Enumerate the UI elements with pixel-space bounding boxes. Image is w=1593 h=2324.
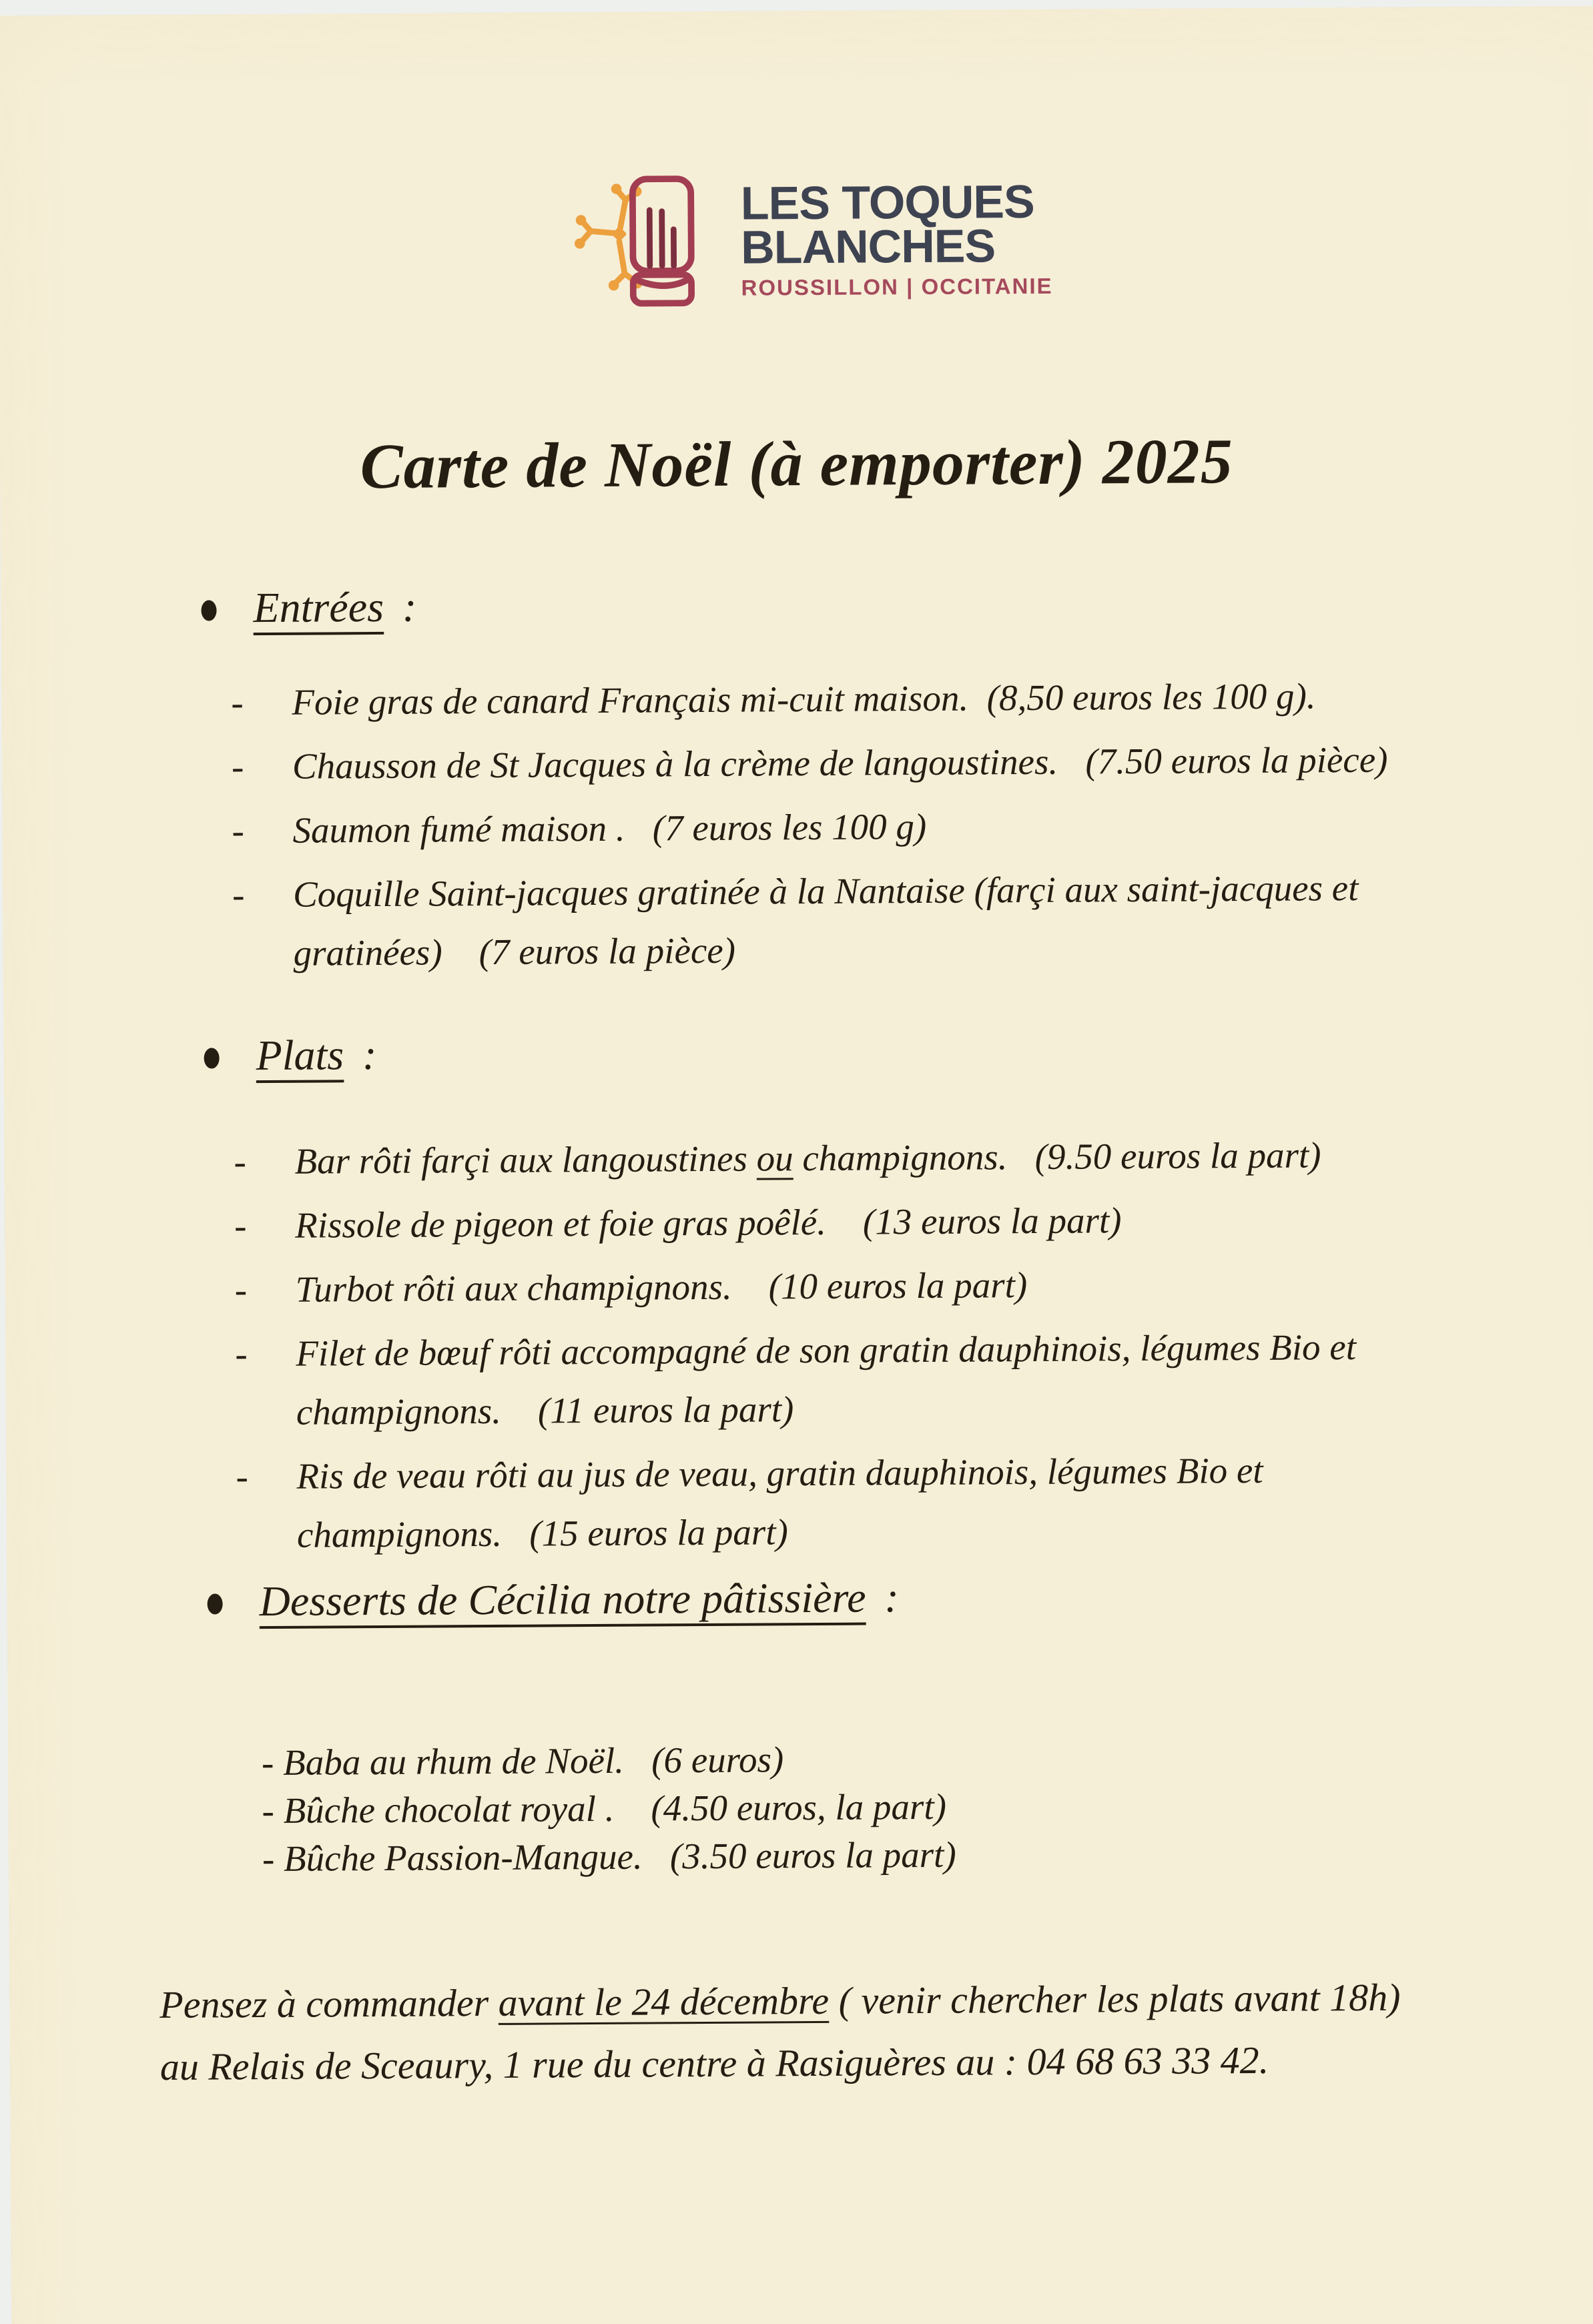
section-items [262,1731,1593,1883]
section-title: Desserts de Cécilia notre pâtissière [259,1573,866,1625]
bullet-icon [208,1593,223,1614]
text-segment: Filet de bœuf rôti accompagné de son gratin dauphinois, légumes Bio et champignons. (11 euros la part) [296,1326,1365,1433]
text-segment: - Baba au rhum de Noël. (6 euros) [261,1739,784,1784]
footer-note [160,1966,1411,2098]
menu-item [206,1317,1431,1442]
section-title: Entrées [253,583,384,632]
section-desserts [207,1565,1593,1884]
section-title: Plats [256,1031,344,1080]
menu-item [262,1828,1397,1883]
logo [0,165,1592,317]
text-segment: champignons. (9.50 euros la part) [793,1134,1321,1179]
bullet-icon [204,1048,220,1068]
menu-item [206,1440,1431,1565]
section-title-colon: : [362,1031,377,1079]
menu-item [205,1253,1430,1319]
section-items [204,1124,1593,1565]
bullet-icon [201,600,216,621]
text-segment: Pensez à commander [160,1980,499,2027]
text-segment: - Bûche Passion-Mangue. (3.50 euros la part) [262,1834,956,1880]
menu-title: Carte de Noël (à emporter) 2025 [360,425,1234,502]
section-title-colon: : [402,583,417,631]
section-items [202,665,1593,984]
menu-item [202,730,1427,796]
menu-item [203,858,1428,983]
section-heading [201,571,1593,637]
text-segment: Turbot rôti aux champignons. (10 euros la part) [295,1264,1028,1310]
logo-wordmark [740,175,1053,301]
menu-item [262,1780,1396,1835]
menu-sections [1,571,1593,1885]
text-segment: Coquille Saint-jacques gratinée à la Nantaise (farçi aux saint-jacques et gratinées) (7 euros la pièce) [292,867,1368,974]
text-segment: Bar rôti farçi aux langoustines [294,1138,757,1182]
text-segment: Rissole de pigeon et foie gras poêlé. (13 euros la part) [294,1200,1122,1246]
menu-item [262,1732,1396,1787]
menu-item [202,666,1427,732]
section-title-colon: : [884,1573,900,1621]
text-segment: - Bûche chocolat royal . (4.50 euros, la part) [262,1786,947,1832]
text-segment: Foie gras de canard Français mi-cuit maison. (8,50 euros les 100 g). [292,675,1316,723]
menu-paper [0,6,1593,2324]
logo-subtitle: ROUSSILLON | OCCITANIE [741,273,1053,300]
text-segment: Ris de veau rôti au jus de veau, gratin dauphinois, légumes Bio et champignons. (15 euros la part) [296,1449,1273,1555]
menu-item [204,1125,1429,1191]
logo-title-line1: LES TOQUES [740,175,1034,230]
menu-item [205,1189,1430,1255]
toque-occitan-cross-logo-icon [571,170,724,313]
section-entrees [201,571,1593,984]
menu-content [0,6,1593,2099]
text-segment: ( venir chercher les plats avant 18h) au Relais de Sceaury, 1 rue du centre à Rasiguères au : 04 68 63 33 42. [160,1975,1411,2089]
text-segment: Saumon fumé maison . (7 euros les 100 g) [292,805,927,851]
underlined-text-segment: ou [756,1138,793,1179]
underlined-text-segment: avant le 24 décembre [498,1978,830,2024]
menu-item [202,794,1427,860]
logo-title-line2: BLANCHES [740,219,996,274]
text-segment: Chausson de St Jacques à la crème de langoustines. (7.50 euros la pièce) [292,739,1388,787]
section-plats [204,1019,1593,1565]
section-heading [204,1019,1593,1085]
section-heading [207,1565,1593,1631]
